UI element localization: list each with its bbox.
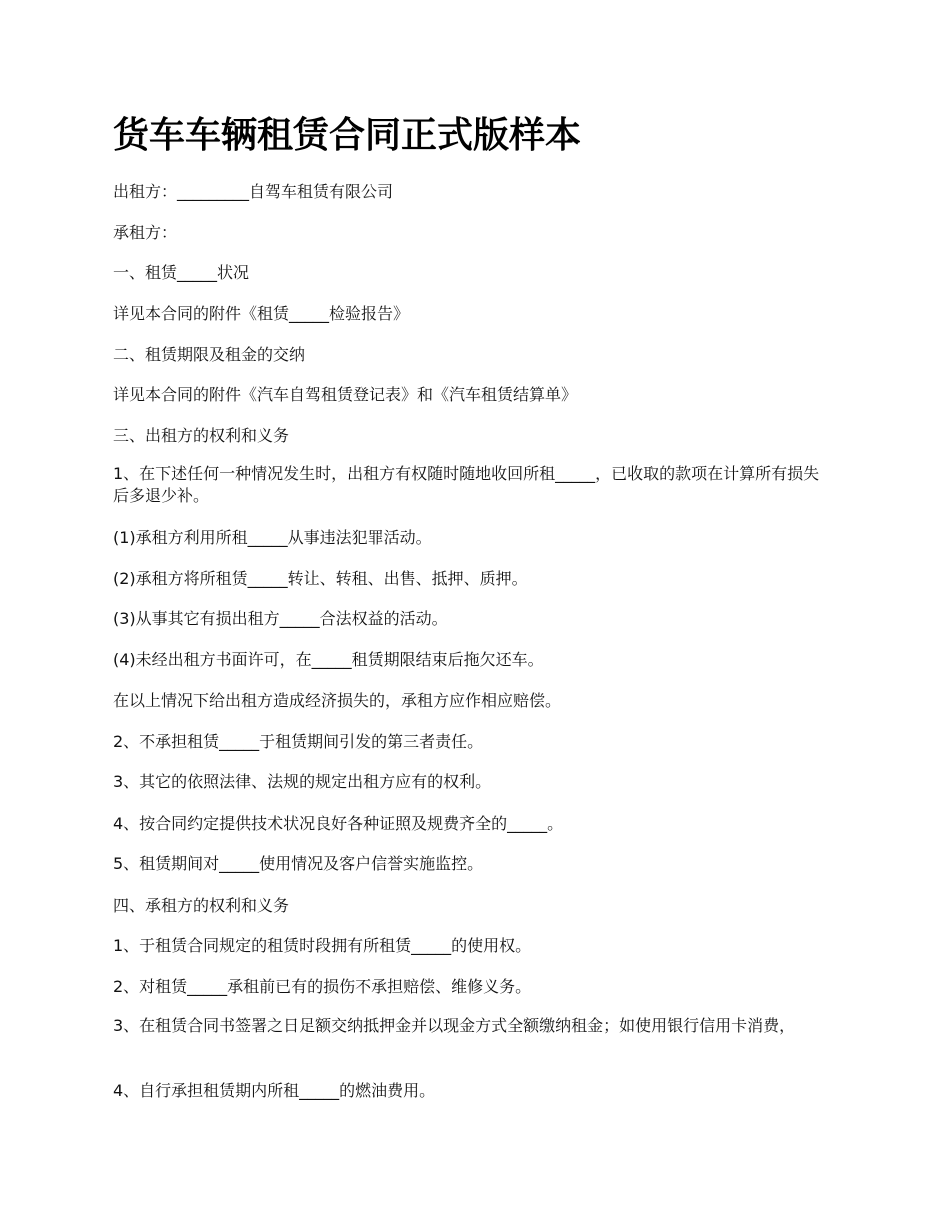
paragraph: 详见本合同的附件《汽车自驾租赁登记表》和《汽车租赁结算单》 — [113, 385, 578, 404]
paragraph-lessee: 承租方： — [113, 223, 178, 242]
paragraph: 5、租赁期间对_____使用情况及客户信誉实施监控。 — [113, 854, 484, 873]
paragraph: 在以上情况下给出租方造成经济损失的，承租方应作相应赔偿。 — [113, 691, 562, 710]
paragraph: 4、自行承担租赁期内所租_____的燃油费用。 — [113, 1081, 436, 1100]
paragraph: (3)从事其它有损出租方_____合法权益的活动。 — [113, 609, 448, 628]
section-heading-1: 一、租赁_____状况 — [113, 263, 250, 282]
paragraph: 1、在下述任何一种情况发生时，出租方有权随时随地收回所租_____，已收取的款项在计算所有损失后多退少补。 — [113, 464, 820, 505]
paragraph: 2、不承担租赁_____于租赁期间引发的第三者责任。 — [113, 732, 484, 751]
paragraph: 详见本合同的附件《租赁_____检验报告》 — [113, 304, 410, 323]
paragraph: (1)承租方利用所租_____从事违法犯罪活动。 — [113, 528, 432, 547]
section-heading-4: 四、承租方的权利和义务 — [113, 896, 290, 915]
document-title: 货车车辆租赁合同正式版样本 — [113, 115, 582, 156]
paragraph: 3、其它的依照法律、法规的规定出租方应有的权利。 — [113, 772, 492, 791]
paragraph: 1、于租赁合同规定的租赁时段拥有所租赁_____的使用权。 — [113, 936, 532, 955]
section-heading-3: 三、出租方的权利和义务 — [113, 426, 290, 445]
paragraph: 2、对租赁_____承租前已有的损伤不承担赔偿、维修义务。 — [113, 977, 532, 996]
section-heading-2: 二、租赁期限及租金的交纳 — [113, 345, 306, 364]
paragraph: 3、在租赁合同书签署之日足额交纳抵押金并以现金方式全额缴纳租金；如使用银行信用卡消费， — [113, 1016, 796, 1035]
paragraph: (4)未经出租方书面许可，在_____租赁期限结束后拖欠还车。 — [113, 650, 544, 669]
paragraph-lessor: 出租方：_________自驾车租赁有限公司 — [113, 182, 394, 201]
paragraph: 4、按合同约定提供技术状况良好各种证照及规费齐全的_____。 — [113, 814, 564, 833]
paragraph: (2)承租方将所租赁_____转让、转租、出售、抵押、质押。 — [113, 569, 528, 588]
